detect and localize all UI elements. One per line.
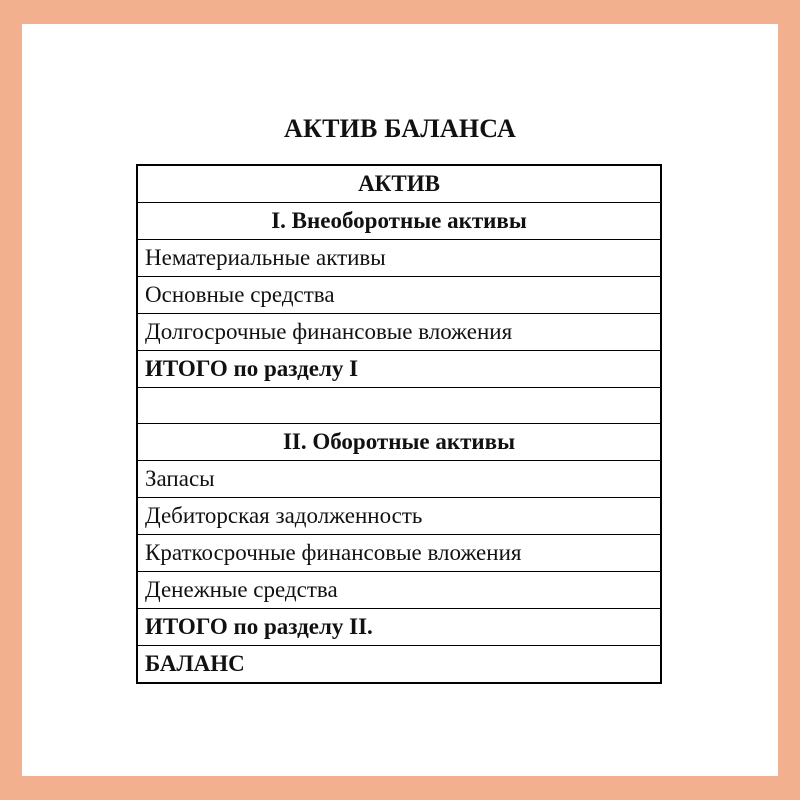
table-row-spacer	[137, 388, 661, 424]
table-row	[137, 277, 661, 314]
section2-item-inventory: Запасы	[137, 461, 661, 498]
section2-item-receivables: Дебиторская задолженность	[137, 498, 661, 535]
balance-table	[136, 164, 662, 684]
table-row-header	[137, 165, 661, 203]
section2-item-cash: Денежные средства	[137, 572, 661, 609]
table-row-section1-title	[137, 203, 661, 240]
table-header-cell: АКТИВ	[137, 165, 661, 203]
table-row	[137, 461, 661, 498]
table-row	[137, 535, 661, 572]
section1-total: ИТОГО по разделу I	[137, 351, 661, 388]
document-title: АКТИВ БАЛАНСА	[284, 114, 516, 143]
table-row	[137, 498, 661, 535]
balance-total: БАЛАНС	[137, 646, 661, 684]
table-row	[137, 314, 661, 351]
section1-item-long-term-investments: Долгосрочные финансовые вложения	[137, 314, 661, 351]
section2-total: ИТОГО по разделу II.	[137, 609, 661, 646]
table-row-section1-total	[137, 351, 661, 388]
table-row	[137, 240, 661, 277]
section1-title: I. Внеоборотные активы	[137, 203, 661, 240]
document-card	[22, 24, 778, 776]
table-row-section2-title	[137, 424, 661, 461]
spacer-cell	[137, 388, 661, 424]
section1-item-fixed-assets: Основные средства	[137, 277, 661, 314]
section2-title: II. Оборотные активы	[137, 424, 661, 461]
table-row	[137, 572, 661, 609]
table-row-section2-total	[137, 609, 661, 646]
section1-item-intangible-assets: Нематериальные активы	[137, 240, 661, 277]
table-row-balance	[137, 646, 661, 684]
section2-item-short-term-investments: Краткосрочные финансовые вложения	[137, 535, 661, 572]
